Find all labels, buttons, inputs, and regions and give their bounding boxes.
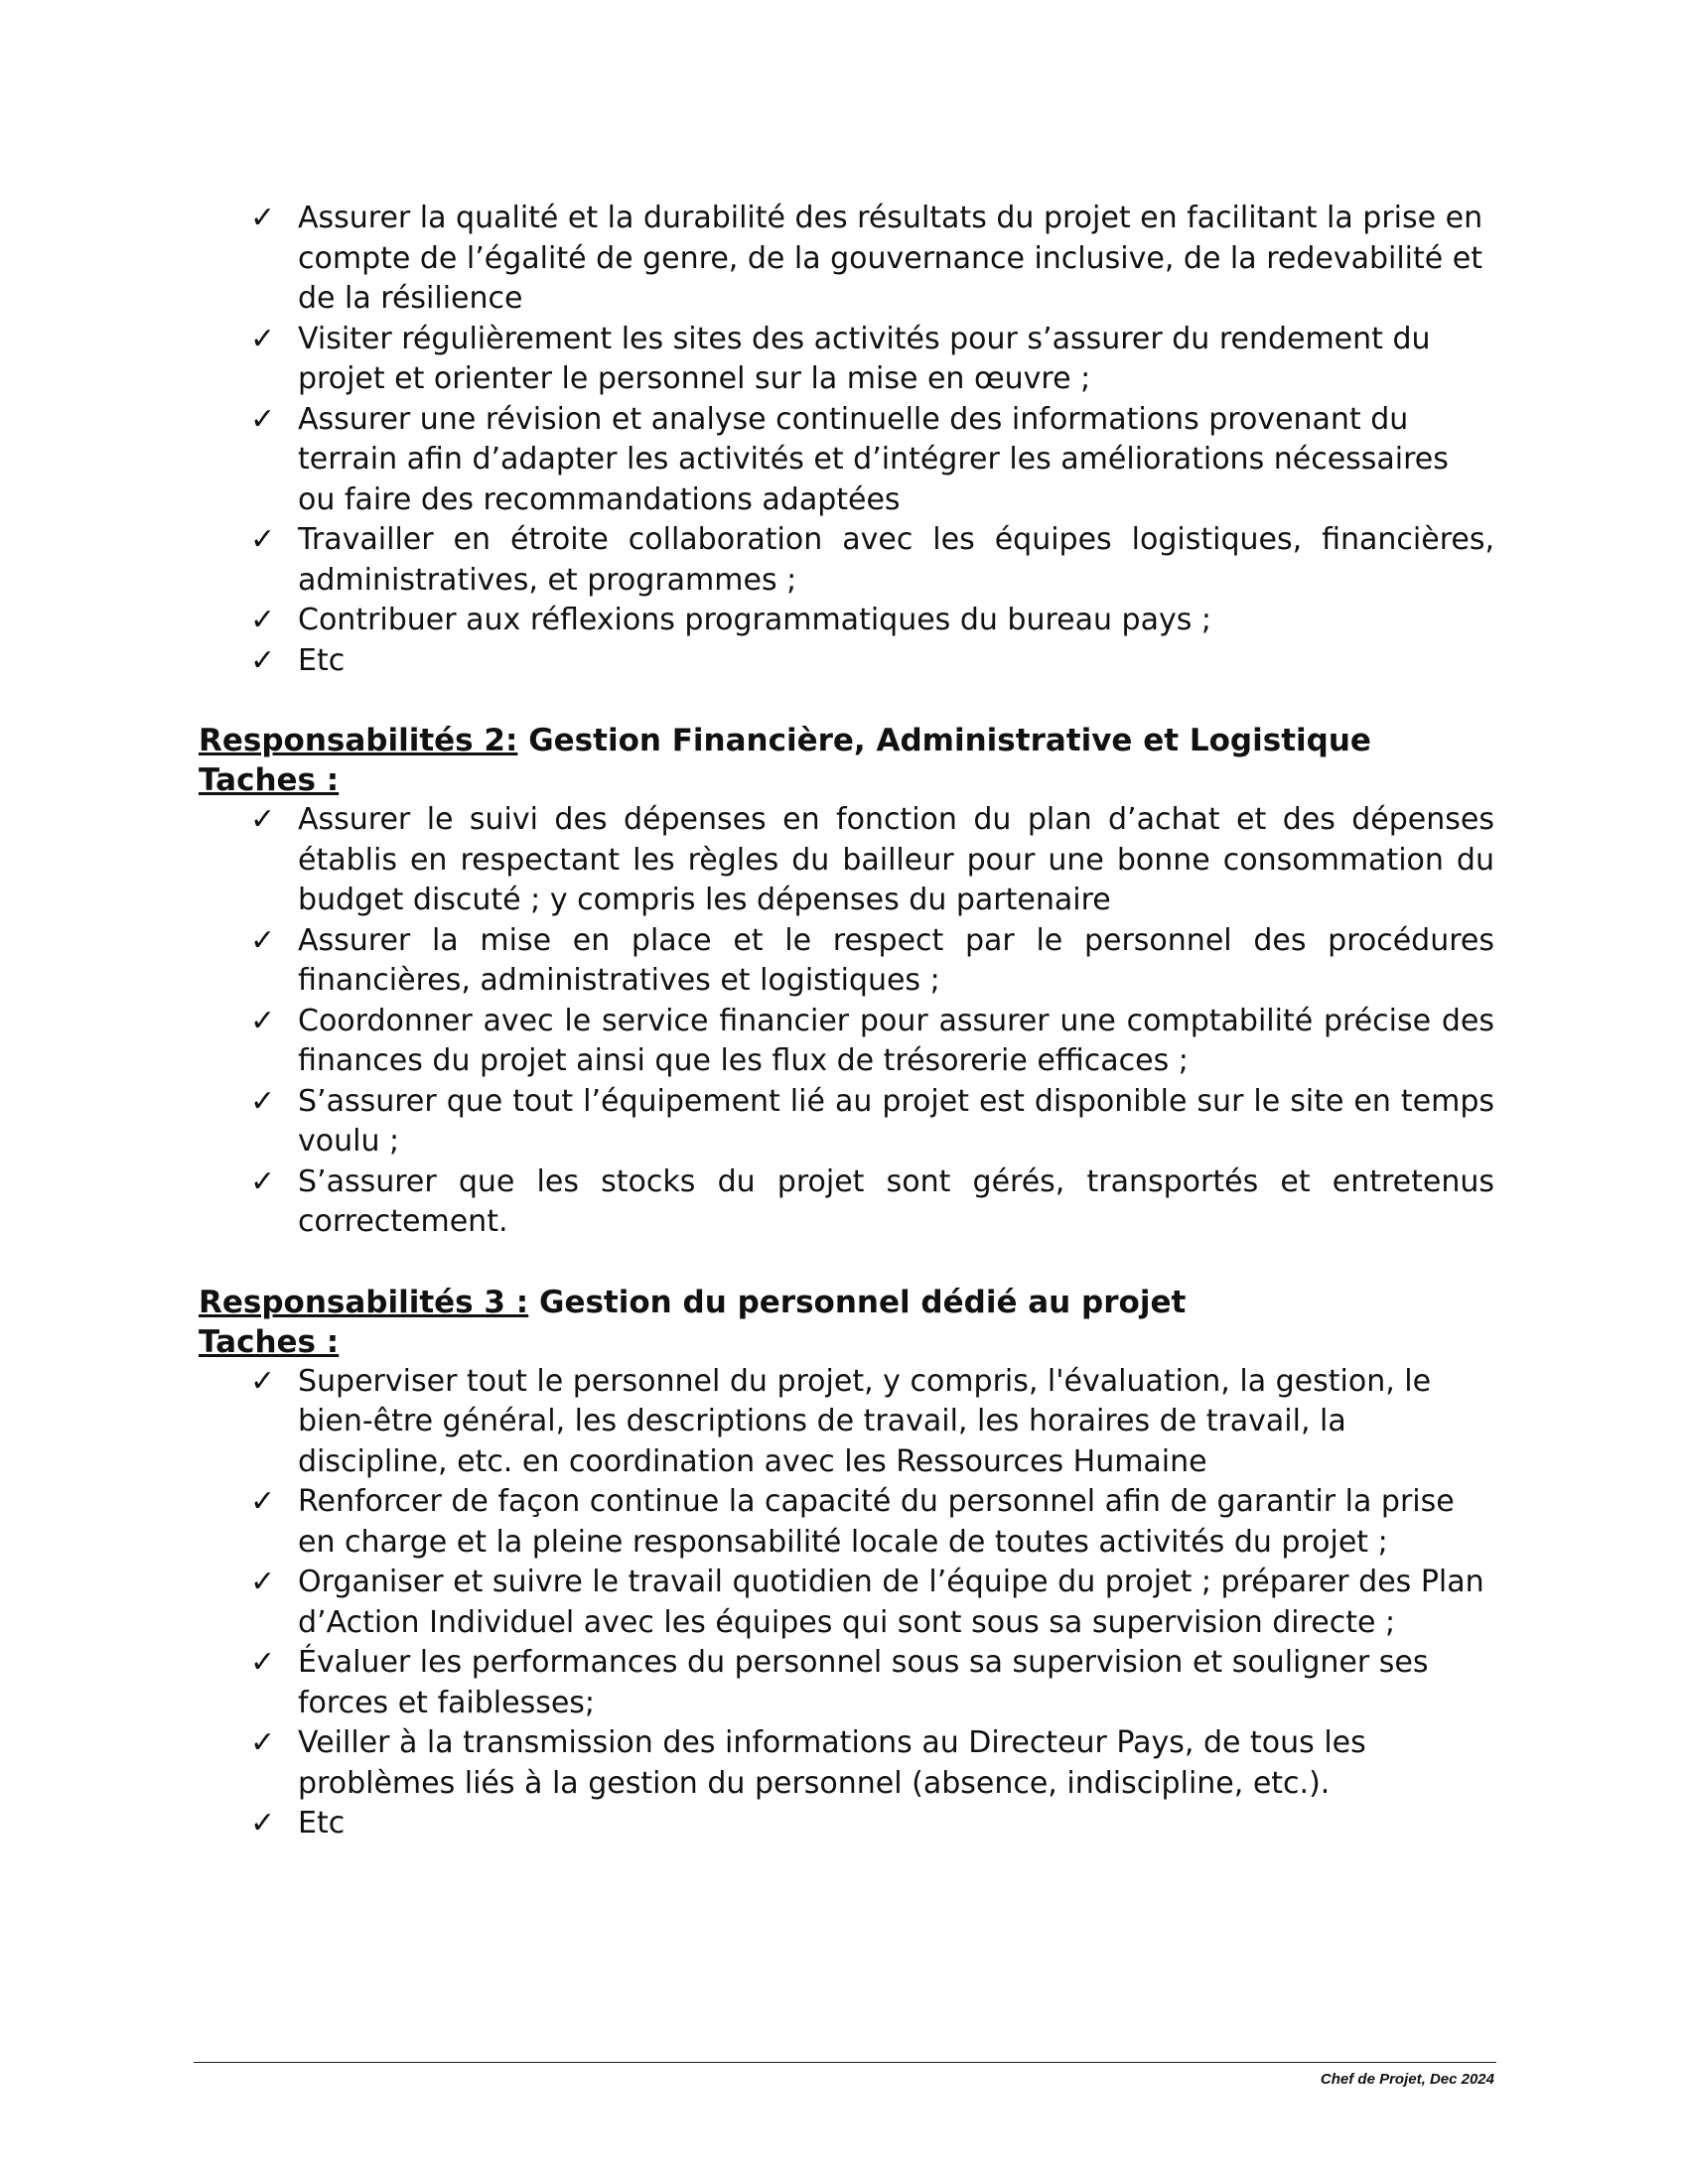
section-label: Responsabilités 2: <box>199 723 518 758</box>
checkmark-icon: ✓ <box>250 1363 276 1399</box>
section-title: Gestion Financière, Administrative et Logistique <box>517 723 1371 758</box>
list-item-text: Évaluer les performances du personnel sous sa supervision et souligner ses forces et faiblesses; <box>298 1645 1429 1720</box>
task-list-section-1 <box>199 199 1494 681</box>
list-item <box>250 199 1494 320</box>
list-item <box>250 1362 1494 1483</box>
checkmark-icon: ✓ <box>250 922 276 958</box>
list-item <box>250 320 1494 400</box>
list-item-text: S’assurer que les stocks du projet sont gérés, transportés et entretenus correctement. <box>298 1163 1494 1239</box>
checkmark-icon: ✓ <box>250 1083 276 1119</box>
checkmark-icon: ✓ <box>250 522 276 557</box>
section-heading <box>199 1283 1494 1322</box>
list-item-text: Veiller à la transmission des informations au Directeur Pays, de tous les problèmes liés à la gestion du personnel (absence, indiscipline, etc.). <box>298 1725 1366 1801</box>
list-item <box>250 1804 1494 1844</box>
task-list-section-2 <box>199 800 1494 1243</box>
section-label: Responsabilités 3 : <box>199 1284 529 1320</box>
section-responsabilites-3 <box>199 1283 1494 1844</box>
footer-text: Chef de Projet, Dec 2024 <box>1320 2071 1494 2088</box>
checkmark-icon: ✓ <box>250 401 276 437</box>
section-title: Gestion du personnel dédié au projet <box>528 1284 1187 1320</box>
list-item-text: Organiser et suivre le travail quotidien de l’équipe du projet ; préparer des Plan d’Action Individuel avec les équipes qui sont sous sa supervision directe ; <box>298 1565 1484 1640</box>
list-item <box>250 1482 1494 1563</box>
list-item-text: Etc <box>298 1806 346 1841</box>
list-item <box>250 1723 1494 1804</box>
checkmark-icon: ✓ <box>250 321 276 356</box>
list-item <box>250 1563 1494 1643</box>
list-item-text: S’assurer que tout l’équipement lié au projet est disponible sur le site en temps voulu ; <box>298 1083 1494 1159</box>
list-item <box>250 1643 1494 1723</box>
checkmark-icon: ✓ <box>250 603 276 637</box>
list-item-text: Assurer une révision et analyse continuelle des informations provenant du terrain afin d’adapter les activités et d’intégrer les améliorations nécessaires ou faire des recommandations adaptées <box>298 401 1449 517</box>
list-item <box>250 1082 1494 1162</box>
list-item-text: Renforcer de façon continue la capacité du personnel afin de garantir la prise en charge et la pleine responsabilité locale de toutes activités du projet ; <box>298 1484 1455 1560</box>
list-item-text: Superviser tout le personnel du projet, y compris, l'évaluation, la gestion, le bien-être général, les descriptions de travail, les horaires de travail, la discipline, etc. en coordination avec les Ressources Humaine <box>298 1363 1432 1479</box>
checkmark-icon: ✓ <box>250 642 276 678</box>
list-item-text: Travailler en étroite collaboration avec les équipes logistiques, financières, administratives, et programmes ; <box>298 522 1494 598</box>
checkmark-icon: ✓ <box>250 1565 276 1599</box>
checkmark-icon: ✓ <box>250 1725 276 1760</box>
list-item <box>250 641 1494 682</box>
checkmark-icon: ✓ <box>250 201 276 235</box>
list-item <box>250 601 1494 641</box>
section-responsabilites-2 <box>199 721 1494 1243</box>
list-item-text: Etc <box>298 642 346 678</box>
checkmark-icon: ✓ <box>250 1484 276 1519</box>
list-item-text: Coordonner avec le service financier pour assurer une comptabilité précise des finances du projet ainsi que les flux de trésorerie efficaces ; <box>298 1003 1494 1078</box>
checkmark-icon: ✓ <box>250 1163 276 1199</box>
list-item <box>250 520 1494 601</box>
task-list-section-3 <box>199 1362 1494 1844</box>
list-item-text: Assurer la mise en place et le respect par le personnel des procédures financières, administratives et logistiques ; <box>298 922 1494 998</box>
checkmark-icon: ✓ <box>250 1645 276 1680</box>
checkmark-icon: ✓ <box>250 802 276 837</box>
list-item-text: Contribuer aux réflexions programmatiques du bureau pays ; <box>298 603 1212 637</box>
list-item-text: Assurer le suivi des dépenses en fonction du plan d’achat et des dépenses établis en respectant les règles du bailleur pour une bonne consommation du budget discuté ; y compris les dépenses du partenaire <box>298 802 1494 917</box>
list-item <box>250 1162 1494 1243</box>
list-item <box>250 921 1494 1002</box>
taches-heading: Taches : <box>199 1323 340 1360</box>
checkmark-icon: ✓ <box>250 1003 276 1038</box>
checkmark-icon: ✓ <box>250 1806 276 1841</box>
document-page <box>199 199 1494 1844</box>
list-item-text: Visiter régulièrement les sites des activités pour s’assurer du rendement du projet et orienter le personnel sur la mise en œuvre ; <box>298 321 1431 396</box>
list-item <box>250 1002 1494 1082</box>
section-heading <box>199 721 1494 760</box>
taches-heading: Taches : <box>199 762 340 798</box>
list-item <box>250 800 1494 921</box>
list-item-text: Assurer la qualité et la durabilité des résultats du projet en facilitant la prise en compte de l’égalité de genre, de la gouvernance inclusive, de la redevabilité et de la résilience <box>298 201 1483 316</box>
list-item <box>250 400 1494 521</box>
footer-divider <box>194 2062 1496 2063</box>
